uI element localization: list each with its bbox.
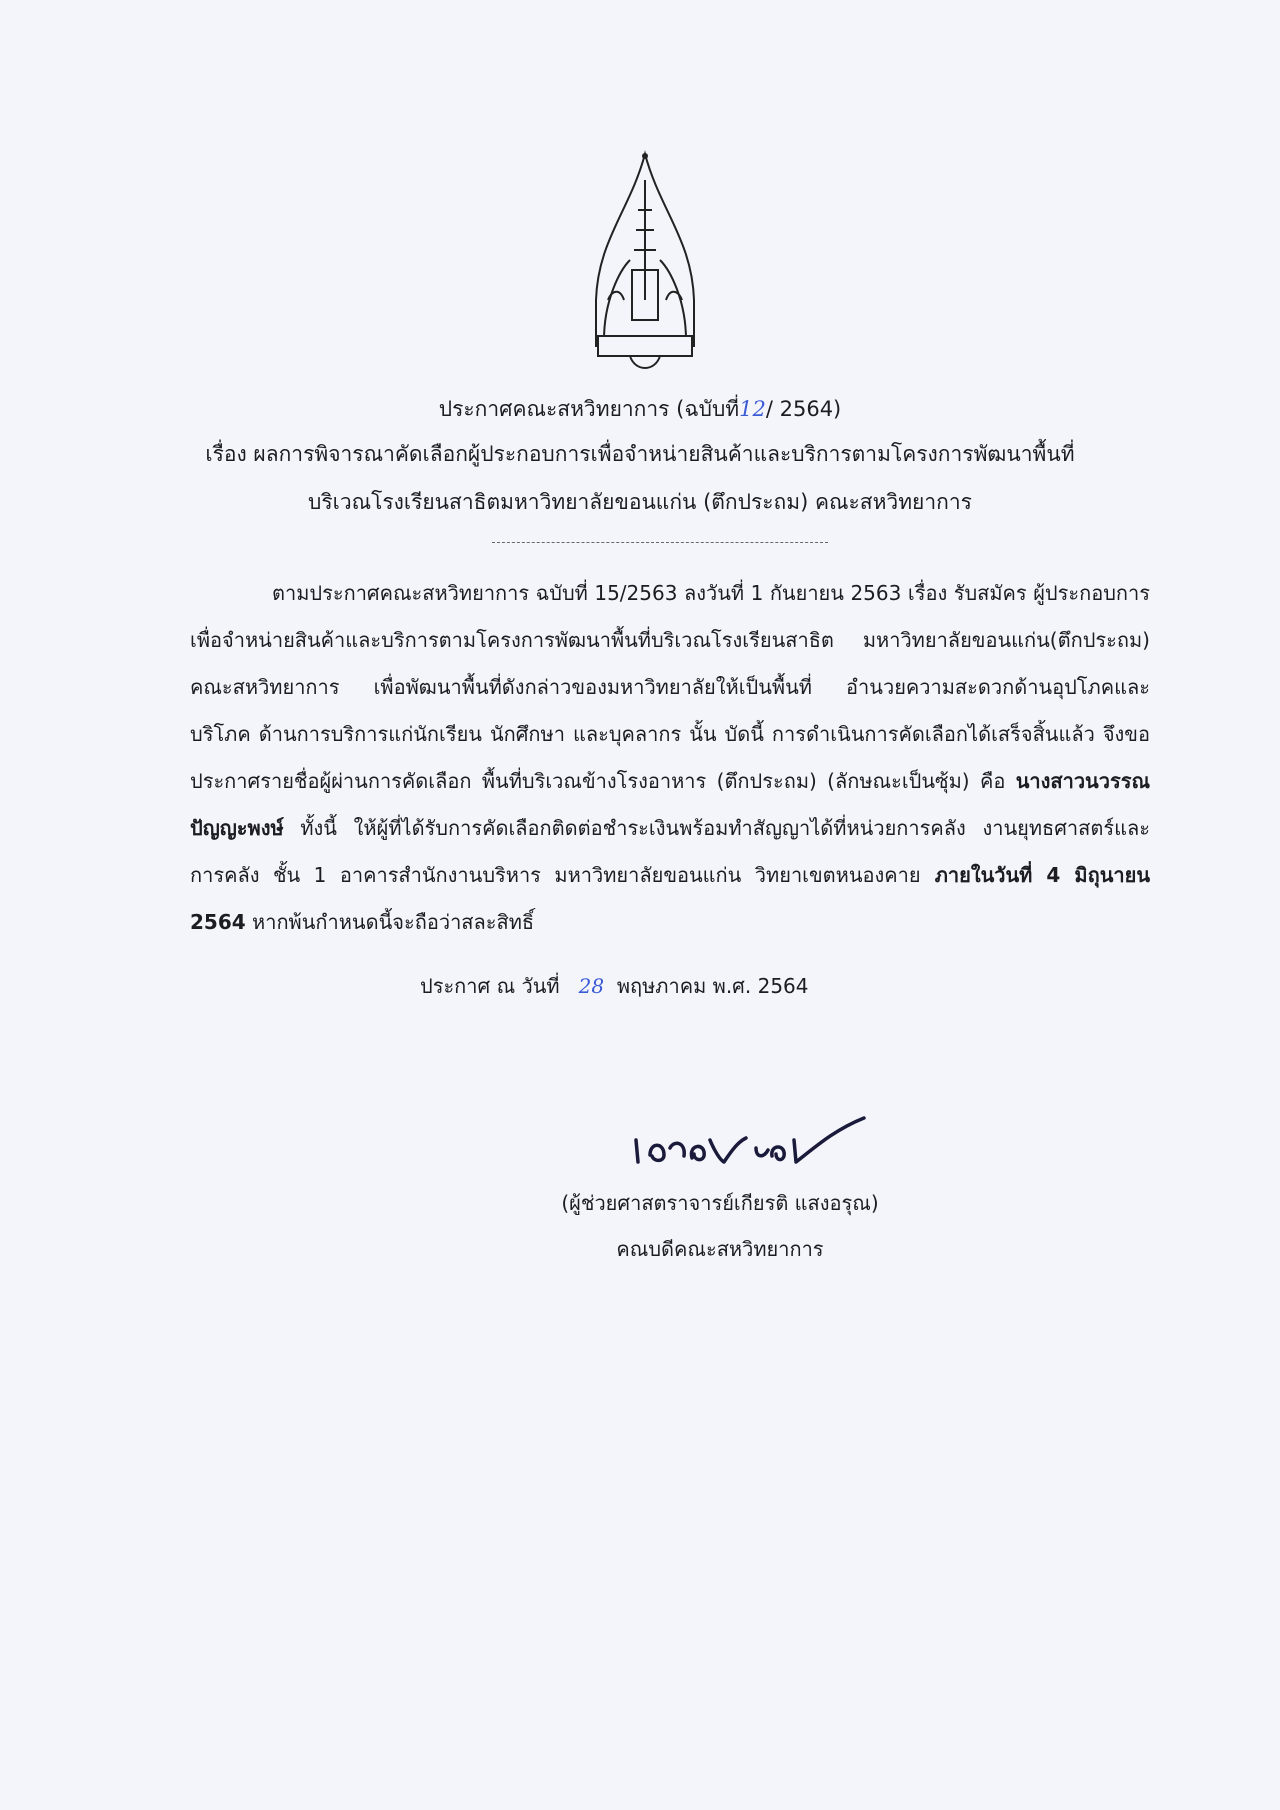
- announcement-date: ประกาศ ณ วันที่ 28 พฤษภาคม พ.ศ. 2564: [420, 974, 809, 998]
- dashed-divider: [492, 542, 828, 543]
- emblem-icon: [590, 150, 700, 390]
- announcement-title: ประกาศคณะสหวิทยาการ (ฉบับที่12/ 2564): [438, 397, 842, 421]
- signature-icon: [628, 1100, 888, 1180]
- university-emblem-logo: [590, 150, 700, 390]
- signer-title: คณบดีคณะสหวิทยาการ: [616, 1237, 824, 1261]
- handwritten-signature: [628, 1100, 888, 1180]
- deadline-text: ภายในวันที่ 4 มิถุนายน 2564: [190, 863, 1150, 934]
- announcement-body: ตามประกาศคณะสหวิทยาการ ฉบับที่ 15/2563 ลงวันที่ 1 กันยายน 2563 เรื่อง รับสมัคร ผู้ประกอบการเพื่อจำหน่ายสินค้าและบริการตามโครงการพัฒนาพื้นที่บริเวณโรงเรียนสาธิต มหาวิทยาลัยขอนแก่น(ตึกประถม) คณะสหวิทยาการ เพื่อพัฒนาพื้นที่ดังกล่าวของมหาวิทยาลัยให้เป็นพื้นที่ อำนวยความสะดวกด้านอุปโภคและบริโภค ด้านการบริการแก่นักเรียน นักศึกษา และบุคลากร นั้น บัดนี้ การดำเนินการคัดเลือกได้เสร็จสิ้นแล้ว จึงขอประกาศรายชื่อผู้ผ่านการคัดเลือก พื้นที่บริเวณข้างโรงอาหาร (ตึกประถม) (ลักษณะเป็นซุ้ม) คือ นางสาวนวรรณ ปัญญะพงษ์ ทั้งนี้ ให้ผู้ที่ได้รับการคัดเลือกติดต่อชำระเงินพร้อมทำสัญญาได้ที่หน่วยการคลัง งานยุทธศาสตร์และการคลัง ชั้น 1 อาคารสำนักงานบริหาร มหาวิทยาลัยขอนแก่น วิทยาเขตหนองคาย ภายในวันที่ 4 มิถุนายน 2564 หากพ้นกำหนดนี้จะถือว่าสละสิทธิ์: [190, 581, 1150, 934]
- signer-name: (ผู้ช่วยศาสตราจารย์เกียรติ แสงอรุณ): [561, 1191, 879, 1215]
- handwritten-day: 28: [578, 974, 605, 998]
- handwritten-number: 12: [739, 397, 766, 421]
- selected-vendor-name: นางสาวนวรรณ ปัญญะพงษ์: [190, 769, 1150, 840]
- subject-line-1: เรื่อง ผลการพิจารณาคัดเลือกผู้ประกอบการเพื่อจำหน่ายสินค้าและบริการตามโครงการพัฒนาพื้นที่: [205, 442, 1075, 466]
- subject-line-2: บริเวณโรงเรียนสาธิตมหาวิทยาลัยขอนแก่น (ตึกประถม) คณะสหวิทยาการ: [308, 490, 972, 514]
